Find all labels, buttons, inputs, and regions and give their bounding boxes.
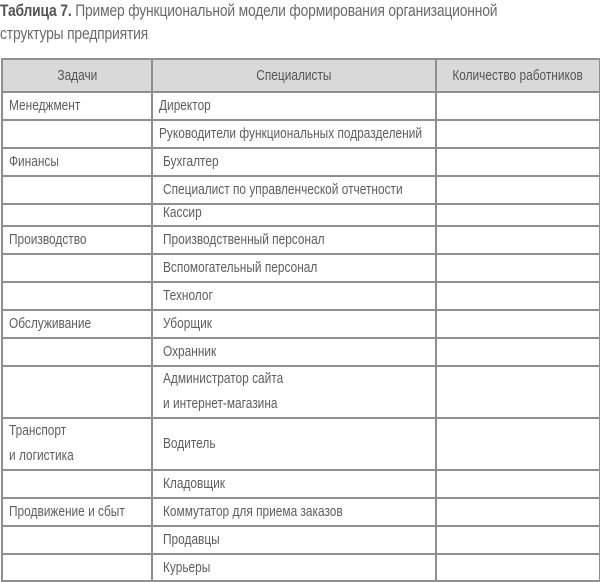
header-specialists: Специалисты: [152, 59, 436, 92]
task-cell: Финансы: [2, 148, 152, 176]
specialist-cell: Кассир: [152, 204, 436, 226]
specialist-cell: Специалист по управленческой отчетности: [152, 176, 436, 204]
count-cell[interactable]: [436, 282, 600, 310]
count-cell[interactable]: [436, 338, 600, 366]
table-row: [2, 204, 600, 226]
header-count: Количество работников: [436, 59, 600, 92]
count-cell[interactable]: [436, 226, 600, 254]
table-row: [2, 254, 600, 282]
specialist-cell: Вспомогательный персонал: [152, 254, 436, 282]
count-cell[interactable]: [436, 470, 600, 498]
count-cell[interactable]: [436, 554, 600, 581]
specialist-cell: Уборщик: [152, 310, 436, 338]
count-cell[interactable]: [436, 176, 600, 204]
table-row: [2, 310, 600, 338]
org-structure-table: [1, 58, 600, 582]
count-cell[interactable]: [436, 418, 600, 470]
table-row: [2, 92, 600, 120]
count-cell[interactable]: [436, 310, 600, 338]
task-cell: [2, 554, 152, 581]
table-row: [2, 226, 600, 254]
specialist-cell: Производственный персонал: [152, 226, 436, 254]
count-cell[interactable]: [436, 204, 600, 226]
specialist-cell: Бухгалтер: [152, 148, 436, 176]
specialist-cell: Продавцы: [152, 526, 436, 554]
specialist-cell: Руководители функциональных подразделений: [152, 120, 436, 148]
table-row: [2, 418, 600, 470]
count-cell[interactable]: [436, 526, 600, 554]
task-cell: Обслуживание: [2, 310, 152, 338]
count-cell[interactable]: [436, 366, 600, 418]
specialist-cell: Директор: [152, 92, 436, 120]
task-cell: Менеджмент: [2, 92, 152, 120]
count-cell[interactable]: [436, 498, 600, 526]
specialist-cell: Коммутатор для приема заказов: [152, 498, 436, 526]
table-row: [2, 470, 600, 498]
task-cell: [2, 338, 152, 366]
count-cell[interactable]: [436, 120, 600, 148]
task-cell: [2, 366, 152, 418]
table-row: [2, 526, 600, 554]
specialist-cell: Технолог: [152, 282, 436, 310]
table-row: [2, 176, 600, 204]
count-cell[interactable]: [436, 254, 600, 282]
specialist-cell: Водитель: [152, 418, 436, 470]
specialist-cell: Охранник: [152, 338, 436, 366]
task-cell: [2, 176, 152, 204]
table-row: [2, 338, 600, 366]
table-row: [2, 120, 600, 148]
caption-line-1: [0, 0, 504, 23]
task-cell: [2, 254, 152, 282]
table-row: [2, 498, 600, 526]
specialist-cell: Кладовщик: [152, 470, 436, 498]
task-cell: [2, 204, 152, 226]
caption-label: Таблица 7.: [0, 2, 72, 20]
header-row: [2, 59, 600, 92]
task-cell: [2, 120, 152, 148]
table-row: [2, 148, 600, 176]
specialist-cell: Администратор сайта и интернет-магазина: [152, 366, 436, 418]
table-caption: [0, 0, 600, 46]
task-cell: [2, 282, 152, 310]
count-cell[interactable]: [436, 92, 600, 120]
task-cell: Производство: [2, 226, 152, 254]
task-cell: Продвижение и сбыт: [2, 498, 152, 526]
table-row: [2, 366, 600, 418]
caption-text-1: Пример функциональной модели формирования организационной: [71, 2, 498, 20]
task-cell: [2, 470, 152, 498]
table-row: [2, 554, 600, 581]
task-cell: [2, 526, 152, 554]
task-cell: Транспорт и логистика: [2, 418, 152, 470]
count-cell[interactable]: [436, 148, 600, 176]
specialist-cell: Курьеры: [152, 554, 436, 581]
header-tasks: Задачи: [2, 59, 152, 92]
table-row: [2, 282, 600, 310]
caption-line-2: структуры предприятия: [0, 25, 149, 43]
